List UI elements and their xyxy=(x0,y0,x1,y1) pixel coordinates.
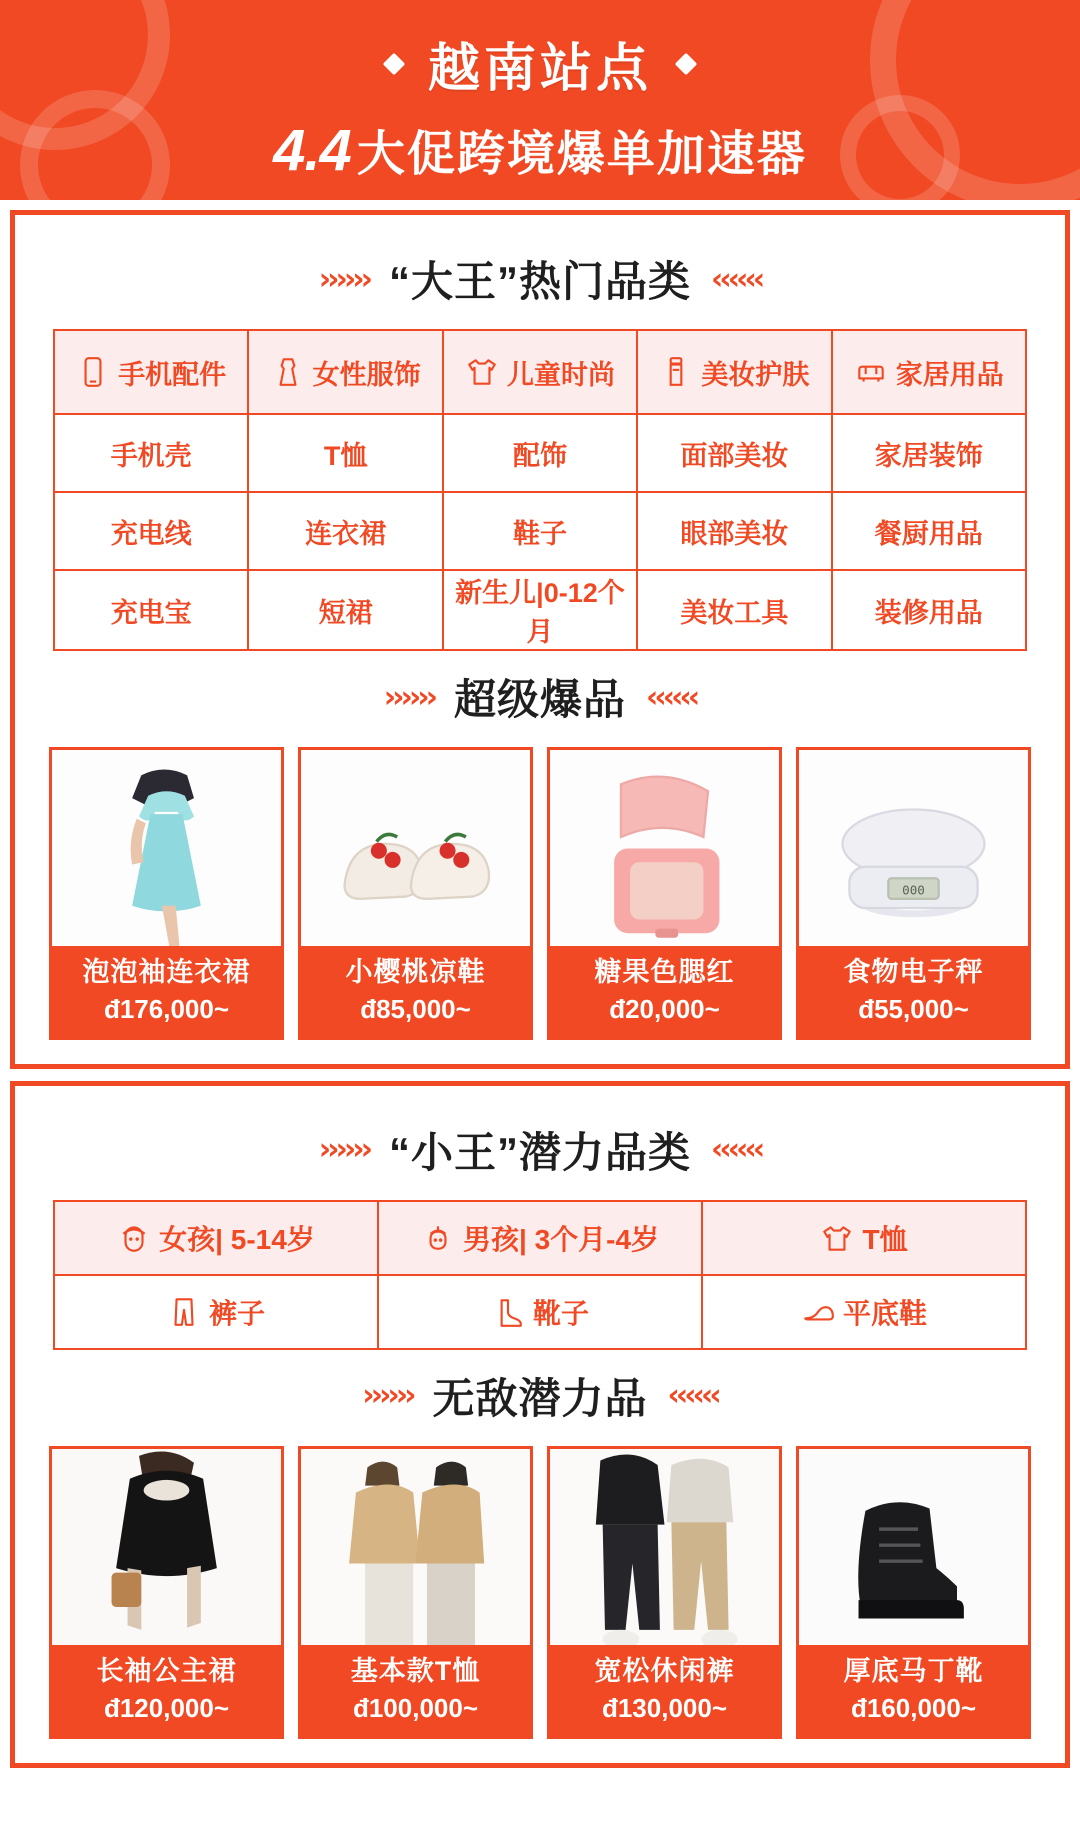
category-header-label: 女性服饰 xyxy=(312,359,421,390)
poster-header xyxy=(0,0,1080,200)
table-row xyxy=(54,1275,1026,1349)
tshirt-icon xyxy=(820,1221,854,1255)
product-name: 食物电子秤 xyxy=(843,957,984,987)
section-potential-categories xyxy=(10,1081,1070,1768)
product-image-beige-basic-tshirt-couple xyxy=(301,1449,530,1645)
sofa-icon xyxy=(854,355,888,389)
product-price: đ120,000~ xyxy=(103,1692,230,1723)
section3-title: “小王”潜力品类 xyxy=(388,1128,691,1176)
promo-number: 4.4 xyxy=(273,118,351,183)
product-price: đ160,000~ xyxy=(850,1692,977,1723)
category-header-cell[interactable] xyxy=(248,330,442,414)
arrows-right: ‹‹‹‹‹‹ xyxy=(667,1378,718,1414)
product-price: đ55,000~ xyxy=(858,993,969,1024)
diamond-icon xyxy=(383,52,406,75)
cosmetic-tube-icon xyxy=(659,355,693,389)
category-item-label: 平底鞋 xyxy=(842,1297,927,1329)
category-header-label: 美妆护肤 xyxy=(701,359,810,390)
hot-category-table xyxy=(53,329,1027,651)
product-name: 糖果色腮红 xyxy=(594,957,735,987)
category-header-label: T恤 xyxy=(862,1223,908,1255)
table-header-row xyxy=(54,1201,1026,1275)
product-name: 长袖公主裙 xyxy=(96,1655,237,1686)
product-card[interactable] xyxy=(49,1446,284,1739)
category-header-cell[interactable] xyxy=(443,330,637,414)
category-item[interactable]: 新生儿|0-12个月 xyxy=(443,570,637,650)
table-row xyxy=(54,492,1026,570)
product-name: 泡泡袖连衣裙 xyxy=(82,957,251,987)
category-item[interactable]: 眼部美妆 xyxy=(637,492,831,570)
super-hot-products xyxy=(15,747,1065,1040)
category-item[interactable]: 充电宝 xyxy=(54,570,248,650)
category-item-label: 靴子 xyxy=(532,1297,589,1329)
product-image-loose-casual-pants-couple xyxy=(550,1449,779,1645)
potential-products xyxy=(15,1446,1065,1739)
svg-text:000: 000 xyxy=(902,882,925,898)
potential-category-table xyxy=(53,1200,1027,1350)
category-header-cell[interactable] xyxy=(54,1201,378,1275)
product-price: đ130,000~ xyxy=(601,1692,728,1723)
arrows-right: ‹‹‹‹‹‹ xyxy=(711,1132,762,1168)
category-item[interactable]: 配饰 xyxy=(443,414,637,492)
dress-icon xyxy=(271,355,305,389)
product-image-black-long-sleeve-princess-dress xyxy=(52,1449,281,1645)
product-image-blue-puff-sleeve-dress xyxy=(52,750,281,946)
section1-heading xyxy=(15,249,1065,309)
product-price: đ85,000~ xyxy=(360,993,471,1024)
category-header-label: 家居用品 xyxy=(895,359,1004,390)
category-item[interactable]: 家居装饰 xyxy=(832,414,1026,492)
product-name: 基本款T恤 xyxy=(350,1655,481,1686)
boot-icon xyxy=(491,1295,525,1329)
boy-face-icon xyxy=(421,1221,455,1255)
section3-heading xyxy=(15,1120,1065,1180)
product-name: 厚底马丁靴 xyxy=(843,1655,984,1686)
promo-title: 大促跨境爆单加速器 xyxy=(356,128,807,181)
category-header-cell[interactable] xyxy=(637,330,831,414)
section-hot-categories xyxy=(10,210,1070,1069)
product-image-kitchen-scale xyxy=(799,750,1028,946)
table-row xyxy=(54,414,1026,492)
category-item[interactable]: 鞋子 xyxy=(443,492,637,570)
category-header-cell[interactable] xyxy=(702,1201,1026,1275)
product-card[interactable] xyxy=(298,1446,533,1739)
product-image-platform-martin-boots xyxy=(799,1449,1028,1645)
category-header-label: 女孩| 5-14岁 xyxy=(159,1223,315,1255)
product-name: 小樱桃凉鞋 xyxy=(345,957,486,987)
category-item[interactable] xyxy=(378,1275,702,1349)
category-header-cell[interactable] xyxy=(378,1201,702,1275)
category-item[interactable]: 美妆工具 xyxy=(637,570,831,650)
category-item[interactable] xyxy=(702,1275,1026,1349)
category-header-cell[interactable] xyxy=(832,330,1026,414)
flat-shoe-icon xyxy=(801,1295,835,1329)
section2-title: 超级爆品 xyxy=(453,676,626,723)
product-image-pink-blush-compact xyxy=(550,750,779,946)
kids-shirt-icon xyxy=(465,355,499,389)
category-header-cell[interactable] xyxy=(54,330,248,414)
arrows-right: ‹‹‹‹‹‹ xyxy=(646,679,697,715)
section1-title: “大王”热门品类 xyxy=(388,258,691,305)
section4-heading xyxy=(15,1366,1065,1426)
category-item[interactable]: 面部美妆 xyxy=(637,414,831,492)
pants-icon xyxy=(167,1295,201,1329)
girl-face-icon xyxy=(117,1221,151,1255)
product-card[interactable] xyxy=(49,747,284,1040)
diamond-icon xyxy=(675,52,698,75)
table-header-row xyxy=(54,330,1026,414)
product-card[interactable] xyxy=(796,747,1031,1040)
product-price: đ20,000~ xyxy=(609,993,720,1024)
category-item[interactable]: 充电线 xyxy=(54,492,248,570)
category-item[interactable]: 短裙 xyxy=(248,570,442,650)
section4-title: 无敌潜力品 xyxy=(432,1374,648,1422)
category-header-label: 男孩| 3个月-4岁 xyxy=(462,1223,660,1255)
phone-icon xyxy=(76,355,110,389)
product-price: đ176,000~ xyxy=(103,993,230,1024)
product-image-cherry-sandals xyxy=(301,750,530,946)
product-card[interactable] xyxy=(547,747,782,1040)
product-card[interactable] xyxy=(298,747,533,1040)
arrows-left: ›››››› xyxy=(362,1378,413,1414)
site-title: 越南站点 xyxy=(427,40,652,98)
category-item[interactable]: 装修用品 xyxy=(832,570,1026,650)
product-card[interactable] xyxy=(796,1446,1031,1739)
arrows-left: ›››››› xyxy=(318,261,369,297)
category-item[interactable]: 餐厨用品 xyxy=(832,492,1026,570)
section2-heading xyxy=(15,667,1065,727)
category-item[interactable]: 连衣裙 xyxy=(248,492,442,570)
category-header-label: 儿童时尚 xyxy=(506,359,615,390)
product-card[interactable] xyxy=(547,1446,782,1739)
arrows-left: ›››››› xyxy=(318,1132,369,1168)
category-item[interactable]: T恤 xyxy=(248,414,442,492)
category-item-label: 裤子 xyxy=(208,1297,265,1329)
category-header-label: 手机配件 xyxy=(118,359,227,390)
category-item[interactable] xyxy=(54,1275,378,1349)
product-name: 宽松休闲裤 xyxy=(594,1655,735,1686)
product-price: đ100,000~ xyxy=(352,1692,479,1723)
arrows-left: ›››››› xyxy=(383,679,434,715)
arrows-right: ‹‹‹‹‹‹ xyxy=(711,261,762,297)
table-row xyxy=(54,570,1026,650)
category-item[interactable]: 手机壳 xyxy=(54,414,248,492)
